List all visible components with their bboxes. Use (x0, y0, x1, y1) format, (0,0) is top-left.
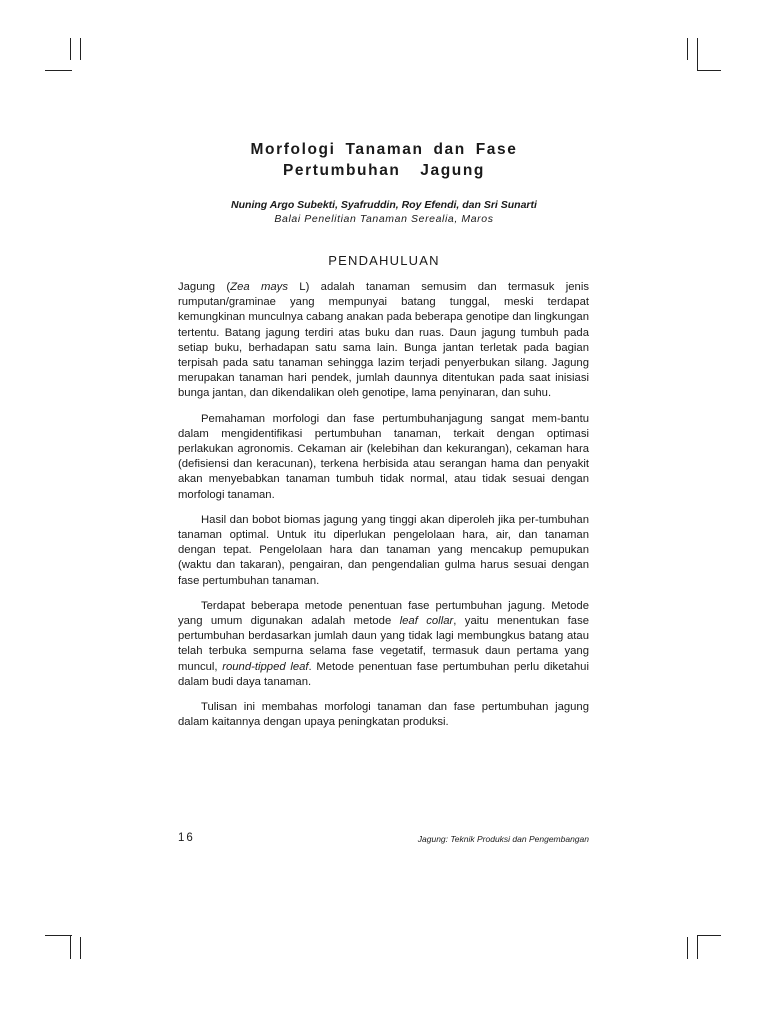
paragraph-4-term-leaf-collar: leaf collar (399, 615, 454, 628)
crop-mark-bottom-right-vertical-inner (697, 935, 698, 959)
crop-mark-top-right-horizontal (697, 70, 721, 71)
paragraph-1-species-name: Zea mays (230, 281, 288, 293)
crop-mark-bottom-left-horizontal (45, 935, 72, 936)
chapter-title-line-2: Pertumbuhan Jagung (282, 162, 486, 179)
paragraph-3: Hasil dan bobot biomas jagung yang tinggi akan diperoleh jika per-tumbuhan tanaman optimal. Untuk itu diperlukan pengelolaan hara, air, dan tanaman dengan tepat. Pengelolaan hara dan tanaman yang mencakup pemupukan (waktu dan takaran), pengairan, dan pengendalian gulma harus sesuai dengan fase pertumbuhan tanaman. (178, 513, 589, 587)
crop-mark-bottom-left-vertical-outer (80, 937, 81, 959)
paragraph-1-text-b: L) adalah tanaman semusim dan termasuk jenis rumputan/graminae yang mempunyai batang tunggal, meski terdapat kemungkinan munculnya cabang anakan pada beberapa genotipe dan lingkungan tertentu. Batang jagung terdiri atas buku dan ruas. Daun jagung tumbuh pada setiap buku, berhadapan satu sama lain. Bunga jantan terletak pada bagian terpisah pada satu tanaman sehingga lazim terjadi penyerbukan silang. Jagung merupakan tanaman hari pendek, jumlah daunnya ditentukan pada saat inisiasi bunga jantan, dan dikendalikan oleh genotipe, lama penyinaran, dan suhu. (178, 281, 589, 400)
section-heading: PENDAHULUAN (328, 253, 440, 268)
crop-mark-top-left-vertical-outer (80, 38, 81, 60)
crop-mark-top-right-vertical-inner (697, 38, 698, 71)
paragraph-4-term-round-tipped-leaf: round-tipped leaf (222, 660, 309, 673)
crop-mark-top-left-vertical-inner (70, 38, 71, 60)
paragraph-1-text-a: Jagung ( (178, 281, 231, 293)
page-number: 16 (178, 832, 195, 844)
crop-mark-bottom-left-vertical-inner (70, 935, 71, 959)
running-footer-book-title: Jagung: Teknik Produksi dan Pengembangan (417, 834, 589, 844)
paragraph-2: Pemahaman morfologi dan fase pertumbuhanjagung sangat mem-bantu dalam mengidentifikasi pertumbuhan tanaman, terkait dengan optimasi perlakukan agronomis. Cekaman air (kelebihan dan kekurangan), cekaman hara (defisiensi dan keracunan), terkena herbisida atau serangan hama dan penyakit akan menyebabkan tanaman tumbuh tidak normal, atau tidak sesuai dengan morfologi tanaman. (178, 412, 589, 501)
crop-mark-top-left-horizontal (45, 70, 72, 71)
affiliation: Balai Penelitian Tanaman Serealia, Maros (274, 213, 494, 225)
crop-mark-bottom-right-horizontal (697, 935, 721, 936)
crop-mark-bottom-right-vertical-outer (687, 937, 688, 959)
paragraph-4-text-c: . Metode penentuan fase pertumbuhan perlu diketahui dalam budi daya tanaman. (178, 660, 589, 688)
paragraph-5: Tulisan ini membahas morfologi tanaman dan fase pertumbuhan jagung dalam kaitannya dengan upaya peningkatan produksi. (178, 701, 589, 729)
paragraph-1 (178, 280, 589, 402)
chapter-title-line-1: Morfologi Tanaman dan Fase (250, 141, 518, 158)
body-text (178, 280, 589, 740)
authors: Nuning Argo Subekti, Syafruddin, Roy Efendi, dan Sri Sunarti (231, 199, 537, 211)
paragraph-4-text-b: , yaitu menentukan fase pertumbuhan berdasarkan jumlah daun yang tidak lagi membungkus batang atau telah terbuka sempurna selama fase vegetatif, termasuk daun pertama yang muncul, (178, 615, 589, 673)
crop-mark-top-right-vertical-outer (687, 38, 688, 60)
paragraph-4-text-a: Terdapat beberapa metode penentuan fase pertumbuhan jagung. Metode yang umum digunakan adalah metode (178, 599, 589, 628)
paragraph-4 (178, 599, 589, 690)
